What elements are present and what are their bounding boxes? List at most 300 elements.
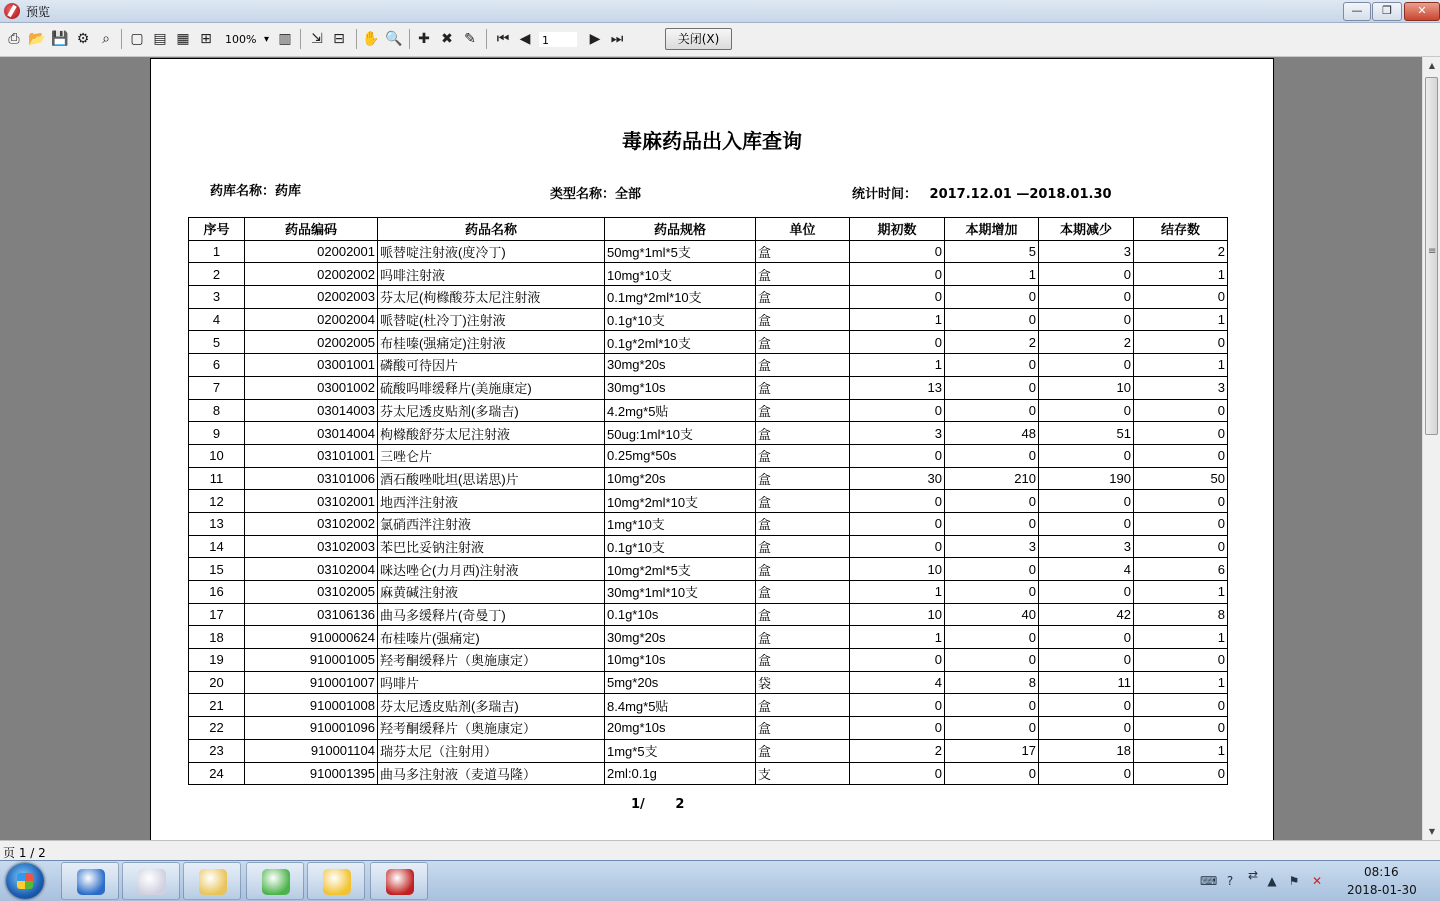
drug-spec-cell: 0.1g*10支 bbox=[605, 308, 756, 331]
network-disconnected-icon[interactable]: ✕ bbox=[1311, 874, 1323, 888]
opening-qty-cell: 3 bbox=[850, 422, 945, 445]
drug-spec-cell: 50ug:1ml*10支 bbox=[605, 422, 756, 445]
row-index-cell: 18 bbox=[189, 626, 245, 649]
closing-qty-cell: 1 bbox=[1134, 308, 1228, 331]
drug-code-cell: 03001002 bbox=[245, 376, 378, 399]
opening-qty-cell: 1 bbox=[850, 626, 945, 649]
table-row bbox=[189, 512, 1228, 535]
decrease-qty-cell: 0 bbox=[1039, 649, 1134, 672]
column-header: 单位 bbox=[756, 218, 850, 241]
last-page-icon[interactable]: ⏭ bbox=[610, 31, 624, 47]
decrease-qty-cell: 0 bbox=[1039, 490, 1134, 513]
drug-spec-cell: 0.1g*10支 bbox=[605, 535, 756, 558]
column-header: 本期减少 bbox=[1039, 218, 1134, 241]
close-preview-button[interactable]: 关闭(X) bbox=[665, 28, 732, 50]
closing-qty-cell: 6 bbox=[1134, 558, 1228, 581]
decrease-qty-cell: 51 bbox=[1039, 422, 1134, 445]
table-row bbox=[189, 762, 1228, 785]
increase-qty-cell: 0 bbox=[945, 308, 1039, 331]
table-row bbox=[189, 308, 1228, 331]
opening-qty-cell: 0 bbox=[850, 263, 945, 286]
unit-cell: 盒 bbox=[756, 739, 850, 762]
unit-cell: 盒 bbox=[756, 376, 850, 399]
help-icon[interactable]: ? bbox=[1226, 874, 1234, 888]
increase-qty-cell: 0 bbox=[945, 286, 1039, 309]
page-indicator bbox=[631, 797, 684, 812]
multi-page-view-icon[interactable]: ▦ bbox=[176, 31, 190, 47]
table-row bbox=[189, 671, 1228, 694]
one-page-view-icon[interactable]: ▢ bbox=[130, 31, 144, 47]
unit-cell: 盒 bbox=[756, 603, 850, 626]
stat-period bbox=[852, 183, 1112, 202]
closing-qty-cell: 0 bbox=[1134, 762, 1228, 785]
drug-spec-cell: 10mg*20s bbox=[605, 467, 756, 490]
drug-name-cell: 布桂嗪(强痛定)注射液 bbox=[378, 331, 605, 354]
closing-qty-cell: 0 bbox=[1134, 535, 1228, 558]
row-index-cell: 9 bbox=[189, 422, 245, 445]
opening-qty-cell: 0 bbox=[850, 649, 945, 672]
increase-qty-cell: 0 bbox=[945, 626, 1039, 649]
drug-name-cell: 羟考酮缓释片（奥施康定） bbox=[378, 649, 605, 672]
closing-qty-cell: 1 bbox=[1134, 626, 1228, 649]
drug-spec-cell: 10mg*10支 bbox=[605, 263, 756, 286]
table-row bbox=[189, 717, 1228, 740]
drug-code-cell: 03101001 bbox=[245, 444, 378, 467]
opening-qty-cell: 0 bbox=[850, 331, 945, 354]
row-index-cell: 24 bbox=[189, 762, 245, 785]
row-index-cell: 14 bbox=[189, 535, 245, 558]
drug-code-cell: 910001395 bbox=[245, 762, 378, 785]
opening-qty-cell: 1 bbox=[850, 581, 945, 604]
unit-cell: 盒 bbox=[756, 649, 850, 672]
drug-name-cell: 麻黄碱注射液 bbox=[378, 581, 605, 604]
page-indicator-current: 1/ bbox=[631, 797, 645, 812]
open-folder-icon[interactable]: 📂 bbox=[28, 31, 46, 47]
decrease-qty-cell: 3 bbox=[1039, 240, 1134, 263]
unit-cell: 盒 bbox=[756, 331, 850, 354]
preview-area[interactable] bbox=[0, 57, 1422, 840]
next-page-icon[interactable]: ▶ bbox=[589, 31, 601, 47]
drug-name-cell: 芬太尼透皮贴剂(多瑞吉) bbox=[378, 694, 605, 717]
unit-cell: 袋 bbox=[756, 671, 850, 694]
increase-qty-cell: 0 bbox=[945, 512, 1039, 535]
drug-spec-cell: 10mg*2ml*10支 bbox=[605, 490, 756, 513]
table-row bbox=[189, 331, 1228, 354]
closing-qty-cell: 3 bbox=[1134, 376, 1228, 399]
table-row bbox=[189, 490, 1228, 513]
column-header: 本期增加 bbox=[945, 218, 1039, 241]
drug-code-cell: 02002005 bbox=[245, 331, 378, 354]
drug-spec-cell: 30mg*20s bbox=[605, 626, 756, 649]
unit-cell: 盒 bbox=[756, 240, 850, 263]
report-app-icon bbox=[386, 869, 414, 895]
increase-qty-cell: 5 bbox=[945, 240, 1039, 263]
drug-name-cell: 磷酸可待因片 bbox=[378, 354, 605, 377]
opening-qty-cell: 0 bbox=[850, 490, 945, 513]
opening-qty-cell: 0 bbox=[850, 762, 945, 785]
drug-code-cell: 910001005 bbox=[245, 649, 378, 672]
page-setup-icon[interactable]: ⚙ bbox=[76, 31, 90, 47]
table-row bbox=[189, 467, 1228, 490]
decrease-qty-cell: 0 bbox=[1039, 581, 1134, 604]
hand-pan-icon[interactable]: ✋ bbox=[362, 31, 380, 47]
drug-name-cell: 苯巴比妥钠注射液 bbox=[378, 535, 605, 558]
pencil-app-icon bbox=[323, 869, 351, 895]
taskbar-ie-button[interactable] bbox=[61, 862, 119, 900]
column-header: 序号 bbox=[189, 218, 245, 241]
opening-qty-cell: 0 bbox=[850, 694, 945, 717]
increase-qty-cell: 0 bbox=[945, 717, 1039, 740]
clock-date[interactable]: 2018-01-30 bbox=[1347, 883, 1417, 897]
drug-code-cell: 02002003 bbox=[245, 286, 378, 309]
row-index-cell: 19 bbox=[189, 649, 245, 672]
page-list-icon[interactable]: ▥ bbox=[278, 31, 292, 47]
scroll-thumb[interactable] bbox=[1425, 77, 1438, 435]
increase-qty-cell: 0 bbox=[945, 581, 1039, 604]
drug-spec-cell: 4.2mg*5贴 bbox=[605, 399, 756, 422]
type-name: 类型名称：全部 bbox=[550, 187, 642, 202]
unit-cell: 盒 bbox=[756, 694, 850, 717]
row-index-cell: 20 bbox=[189, 671, 245, 694]
unit-cell: 盒 bbox=[756, 535, 850, 558]
prev-page-icon[interactable]: ◀ bbox=[519, 31, 531, 47]
keyboard-icon[interactable]: ⌨ bbox=[1200, 874, 1218, 888]
drug-name-cell: 三唑仑片 bbox=[378, 444, 605, 467]
closing-qty-cell: 0 bbox=[1134, 649, 1228, 672]
preview-toolbar bbox=[0, 23, 1440, 57]
column-header: 药品编码 bbox=[245, 218, 378, 241]
unit-cell: 盒 bbox=[756, 422, 850, 445]
drug-name-cell: 硫酸吗啡缓释片(美施康定) bbox=[378, 376, 605, 399]
closing-qty-cell: 0 bbox=[1134, 512, 1228, 535]
edit-page-icon[interactable]: ✎ bbox=[464, 31, 476, 47]
drug-code-cell: 02002004 bbox=[245, 308, 378, 331]
window-close-button[interactable]: ✕ bbox=[1404, 2, 1440, 21]
row-index-cell: 4 bbox=[189, 308, 245, 331]
vertical-scrollbar[interactable] bbox=[1422, 57, 1440, 840]
decrease-qty-cell: 0 bbox=[1039, 399, 1134, 422]
zoom-in-icon[interactable]: 🔍 bbox=[385, 31, 403, 47]
closing-qty-cell: 1 bbox=[1134, 581, 1228, 604]
row-index-cell: 23 bbox=[189, 739, 245, 762]
table-row bbox=[189, 376, 1228, 399]
taskbar-compass-button[interactable] bbox=[122, 862, 180, 900]
decrease-qty-cell: 0 bbox=[1039, 512, 1134, 535]
page-number-input[interactable]: 1 bbox=[538, 31, 578, 48]
table-row bbox=[189, 739, 1228, 762]
taskbar bbox=[0, 860, 1440, 901]
unit-cell: 盒 bbox=[756, 717, 850, 740]
increase-qty-cell: 48 bbox=[945, 422, 1039, 445]
row-index-cell: 11 bbox=[189, 467, 245, 490]
drug-code-cell: 910001096 bbox=[245, 717, 378, 740]
drug-code-cell: 910001008 bbox=[245, 694, 378, 717]
closing-qty-cell: 50 bbox=[1134, 467, 1228, 490]
title-bar bbox=[0, 0, 1440, 23]
scroll-down-arrow-icon[interactable]: ▼ bbox=[1428, 827, 1436, 836]
drug-spec-cell: 30mg*10s bbox=[605, 376, 756, 399]
column-header: 期初数 bbox=[850, 218, 945, 241]
row-index-cell: 17 bbox=[189, 603, 245, 626]
drug-spec-cell: 0.1g*2ml*10支 bbox=[605, 331, 756, 354]
closing-qty-cell: 1 bbox=[1134, 739, 1228, 762]
drug-spec-cell: 0.1mg*2ml*10支 bbox=[605, 286, 756, 309]
language-icon[interactable]: ⇄ bbox=[1247, 868, 1259, 882]
row-index-cell: 6 bbox=[189, 354, 245, 377]
action-center-icon[interactable]: ⚑ bbox=[1288, 874, 1300, 888]
drug-name-cell: 羟考酮缓释片（奥施康定） bbox=[378, 717, 605, 740]
opening-qty-cell: 0 bbox=[850, 399, 945, 422]
unit-cell: 盒 bbox=[756, 467, 850, 490]
increase-qty-cell: 0 bbox=[945, 490, 1039, 513]
new-page-icon[interactable]: ✚ bbox=[418, 31, 430, 47]
decrease-qty-cell: 0 bbox=[1039, 308, 1134, 331]
decrease-qty-cell: 3 bbox=[1039, 535, 1134, 558]
decrease-qty-cell: 10 bbox=[1039, 376, 1134, 399]
report-title: 毒麻药品出入库查询 bbox=[622, 129, 802, 153]
increase-qty-cell: 2 bbox=[945, 331, 1039, 354]
drug-name-cell: 吗啡注射液 bbox=[378, 263, 605, 286]
compass-icon bbox=[138, 869, 166, 895]
table-row bbox=[189, 558, 1228, 581]
decrease-qty-cell: 4 bbox=[1039, 558, 1134, 581]
window-title: 预览 bbox=[26, 5, 51, 19]
opening-qty-cell: 0 bbox=[850, 512, 945, 535]
internet-explorer-icon bbox=[77, 869, 105, 895]
app-icon bbox=[4, 3, 20, 19]
unit-cell: 支 bbox=[756, 762, 850, 785]
increase-qty-cell: 0 bbox=[945, 399, 1039, 422]
stat-period-range: 2017.12.01 —2018.01.30 bbox=[929, 187, 1112, 202]
drug-name-cell: 吗啡片 bbox=[378, 671, 605, 694]
toolbar-separator bbox=[486, 29, 487, 49]
table-row bbox=[189, 535, 1228, 558]
increase-qty-cell: 0 bbox=[945, 694, 1039, 717]
increase-qty-cell: 0 bbox=[945, 376, 1039, 399]
drug-name-cell: 咪达唑仑(力月西)注射液 bbox=[378, 558, 605, 581]
row-index-cell: 5 bbox=[189, 331, 245, 354]
drug-name-cell: 瑞芬太尼（注射用） bbox=[378, 739, 605, 762]
drug-code-cell: 03106136 bbox=[245, 603, 378, 626]
table-body bbox=[189, 240, 1228, 785]
outline-tree-icon[interactable]: ⊟ bbox=[333, 31, 345, 47]
drug-spec-cell: 5mg*20s bbox=[605, 671, 756, 694]
clock-time[interactable]: 08:16 bbox=[1364, 865, 1399, 879]
row-index-cell: 21 bbox=[189, 694, 245, 717]
increase-qty-cell: 0 bbox=[945, 649, 1039, 672]
drug-spec-cell: 50mg*1ml*5支 bbox=[605, 240, 756, 263]
unit-cell: 盒 bbox=[756, 399, 850, 422]
drug-code-cell: 03102002 bbox=[245, 512, 378, 535]
minimize-button[interactable]: — bbox=[1343, 2, 1371, 21]
opening-qty-cell: 30 bbox=[850, 467, 945, 490]
table-row bbox=[189, 354, 1228, 377]
unit-cell: 盒 bbox=[756, 444, 850, 467]
network-app-icon bbox=[262, 869, 290, 895]
opening-qty-cell: 4 bbox=[850, 671, 945, 694]
opening-qty-cell: 13 bbox=[850, 376, 945, 399]
closing-qty-cell: 0 bbox=[1134, 717, 1228, 740]
closing-qty-cell: 0 bbox=[1134, 399, 1228, 422]
drug-spec-cell: 0.25mg*50s bbox=[605, 444, 756, 467]
delete-page-icon[interactable]: ✖ bbox=[441, 31, 453, 47]
zoom-select[interactable]: 100% ▾ bbox=[225, 32, 269, 48]
drug-name-cell: 哌替啶注射液(度冷丁) bbox=[378, 240, 605, 263]
table-row bbox=[189, 694, 1228, 717]
increase-qty-cell: 40 bbox=[945, 603, 1039, 626]
column-header: 药品规格 bbox=[605, 218, 756, 241]
closing-qty-cell: 0 bbox=[1134, 286, 1228, 309]
increase-qty-cell: 1 bbox=[945, 263, 1039, 286]
drug-name-cell: 芬太尼(枸橼酸芬太尼注射液 bbox=[378, 286, 605, 309]
unit-cell: 盒 bbox=[756, 308, 850, 331]
drug-code-cell: 03102004 bbox=[245, 558, 378, 581]
pharmacy-name: 药库名称：药库 bbox=[210, 184, 302, 199]
drug-spec-cell: 8.4mg*5贴 bbox=[605, 694, 756, 717]
table-row bbox=[189, 240, 1228, 263]
opening-qty-cell: 2 bbox=[850, 739, 945, 762]
drug-code-cell: 910001104 bbox=[245, 739, 378, 762]
increase-qty-cell: 0 bbox=[945, 444, 1039, 467]
taskbar-app-red-button[interactable] bbox=[370, 862, 428, 900]
unit-cell: 盒 bbox=[756, 286, 850, 309]
row-index-cell: 7 bbox=[189, 376, 245, 399]
decrease-qty-cell: 0 bbox=[1039, 762, 1134, 785]
table-header-row bbox=[189, 218, 1228, 241]
opening-qty-cell: 0 bbox=[850, 286, 945, 309]
increase-qty-cell: 0 bbox=[945, 558, 1039, 581]
unit-cell: 盒 bbox=[756, 490, 850, 513]
decrease-qty-cell: 0 bbox=[1039, 263, 1134, 286]
print-icon[interactable]: ⎙ bbox=[8, 31, 20, 47]
folder-icon bbox=[199, 869, 227, 895]
drug-code-cell: 03101006 bbox=[245, 467, 378, 490]
drug-code-cell: 02002001 bbox=[245, 240, 378, 263]
toolbar-separator bbox=[300, 29, 301, 49]
decrease-qty-cell: 0 bbox=[1039, 694, 1134, 717]
drug-code-cell: 03001001 bbox=[245, 354, 378, 377]
table-row bbox=[189, 603, 1228, 626]
closing-qty-cell: 1 bbox=[1134, 354, 1228, 377]
export-icon[interactable]: ⇲ bbox=[311, 31, 323, 47]
row-index-cell: 15 bbox=[189, 558, 245, 581]
first-page-icon[interactable]: ⏮ bbox=[496, 31, 510, 47]
scroll-up-arrow-icon[interactable]: ▲ bbox=[1428, 61, 1436, 70]
drug-name-cell: 酒石酸唑吡坦(思诺思)片 bbox=[378, 467, 605, 490]
opening-qty-cell: 0 bbox=[850, 717, 945, 740]
drug-name-cell: 曲马多注射液（麦道马隆） bbox=[378, 762, 605, 785]
decrease-qty-cell: 0 bbox=[1039, 444, 1134, 467]
closing-qty-cell: 8 bbox=[1134, 603, 1228, 626]
row-index-cell: 10 bbox=[189, 444, 245, 467]
drug-name-cell: 氯硝西泮注射液 bbox=[378, 512, 605, 535]
drug-spec-cell: 1mg*5支 bbox=[605, 739, 756, 762]
closing-qty-cell: 0 bbox=[1134, 490, 1228, 513]
table-row bbox=[189, 581, 1228, 604]
drug-spec-cell: 30mg*20s bbox=[605, 354, 756, 377]
opening-qty-cell: 0 bbox=[850, 444, 945, 467]
maximize-button[interactable]: ❐ bbox=[1372, 2, 1402, 21]
drug-spec-cell: 2ml:0.1g bbox=[605, 762, 756, 785]
find-binoculars-icon[interactable]: ⌕ bbox=[102, 31, 110, 47]
increase-qty-cell: 0 bbox=[945, 354, 1039, 377]
closing-qty-cell: 0 bbox=[1134, 694, 1228, 717]
save-icon[interactable]: 💾 bbox=[51, 31, 69, 47]
unit-cell: 盒 bbox=[756, 354, 850, 377]
row-index-cell: 12 bbox=[189, 490, 245, 513]
decrease-qty-cell: 0 bbox=[1039, 354, 1134, 377]
increase-qty-cell: 210 bbox=[945, 467, 1039, 490]
decrease-qty-cell: 2 bbox=[1039, 331, 1134, 354]
decrease-qty-cell: 190 bbox=[1039, 467, 1134, 490]
page-width-view-icon[interactable]: ▤ bbox=[153, 31, 167, 47]
taskbar-app-yellow-button[interactable] bbox=[307, 862, 365, 900]
opening-qty-cell: 1 bbox=[850, 354, 945, 377]
taskbar-app-green-button[interactable] bbox=[246, 862, 304, 900]
drug-name-cell: 布桂嗪片(强痛定) bbox=[378, 626, 605, 649]
increase-qty-cell: 17 bbox=[945, 739, 1039, 762]
opening-qty-cell: 0 bbox=[850, 240, 945, 263]
drug-code-cell: 03014003 bbox=[245, 399, 378, 422]
unit-cell: 盒 bbox=[756, 512, 850, 535]
unit-cell: 盒 bbox=[756, 558, 850, 581]
drug-code-cell: 910001007 bbox=[245, 671, 378, 694]
drug-spec-cell: 20mg*10s bbox=[605, 717, 756, 740]
status-page-info: 页 1 / 2 bbox=[3, 846, 46, 860]
drug-spec-cell: 10mg*10s bbox=[605, 649, 756, 672]
drug-code-cell: 03102005 bbox=[245, 581, 378, 604]
opening-qty-cell: 1 bbox=[850, 308, 945, 331]
drug-code-cell: 03102001 bbox=[245, 490, 378, 513]
drug-code-cell: 03102003 bbox=[245, 535, 378, 558]
row-index-cell: 22 bbox=[189, 717, 245, 740]
decrease-qty-cell: 0 bbox=[1039, 286, 1134, 309]
page-indicator-total: 2 bbox=[675, 797, 685, 812]
report-table bbox=[188, 217, 1228, 785]
decrease-qty-cell: 42 bbox=[1039, 603, 1134, 626]
opening-qty-cell: 10 bbox=[850, 603, 945, 626]
closing-qty-cell: 0 bbox=[1134, 422, 1228, 445]
drug-spec-cell: 0.1g*10s bbox=[605, 603, 756, 626]
unit-cell: 盒 bbox=[756, 581, 850, 604]
taskbar-explorer-button[interactable] bbox=[183, 862, 241, 900]
closing-qty-cell: 1 bbox=[1134, 671, 1228, 694]
decrease-qty-cell: 18 bbox=[1039, 739, 1134, 762]
thumbnail-view-icon[interactable]: ⊞ bbox=[200, 31, 212, 47]
table-row bbox=[189, 263, 1228, 286]
drug-code-cell: 02002002 bbox=[245, 263, 378, 286]
drug-spec-cell: 30mg*1ml*10支 bbox=[605, 581, 756, 604]
increase-qty-cell: 3 bbox=[945, 535, 1039, 558]
row-index-cell: 16 bbox=[189, 581, 245, 604]
row-index-cell: 8 bbox=[189, 399, 245, 422]
closing-qty-cell: 0 bbox=[1134, 444, 1228, 467]
decrease-qty-cell: 11 bbox=[1039, 671, 1134, 694]
column-header: 药品名称 bbox=[378, 218, 605, 241]
report-page bbox=[150, 58, 1274, 860]
drug-name-cell: 芬太尼透皮贴剂(多瑞吉) bbox=[378, 399, 605, 422]
table-row bbox=[189, 286, 1228, 309]
row-index-cell: 13 bbox=[189, 512, 245, 535]
table-row bbox=[189, 399, 1228, 422]
opening-qty-cell: 0 bbox=[850, 535, 945, 558]
unit-cell: 盒 bbox=[756, 263, 850, 286]
unit-cell: 盒 bbox=[756, 626, 850, 649]
show-hidden-icons-icon[interactable]: ▲ bbox=[1267, 874, 1277, 888]
table-row bbox=[189, 649, 1228, 672]
start-button[interactable] bbox=[6, 863, 44, 899]
row-index-cell: 1 bbox=[189, 240, 245, 263]
